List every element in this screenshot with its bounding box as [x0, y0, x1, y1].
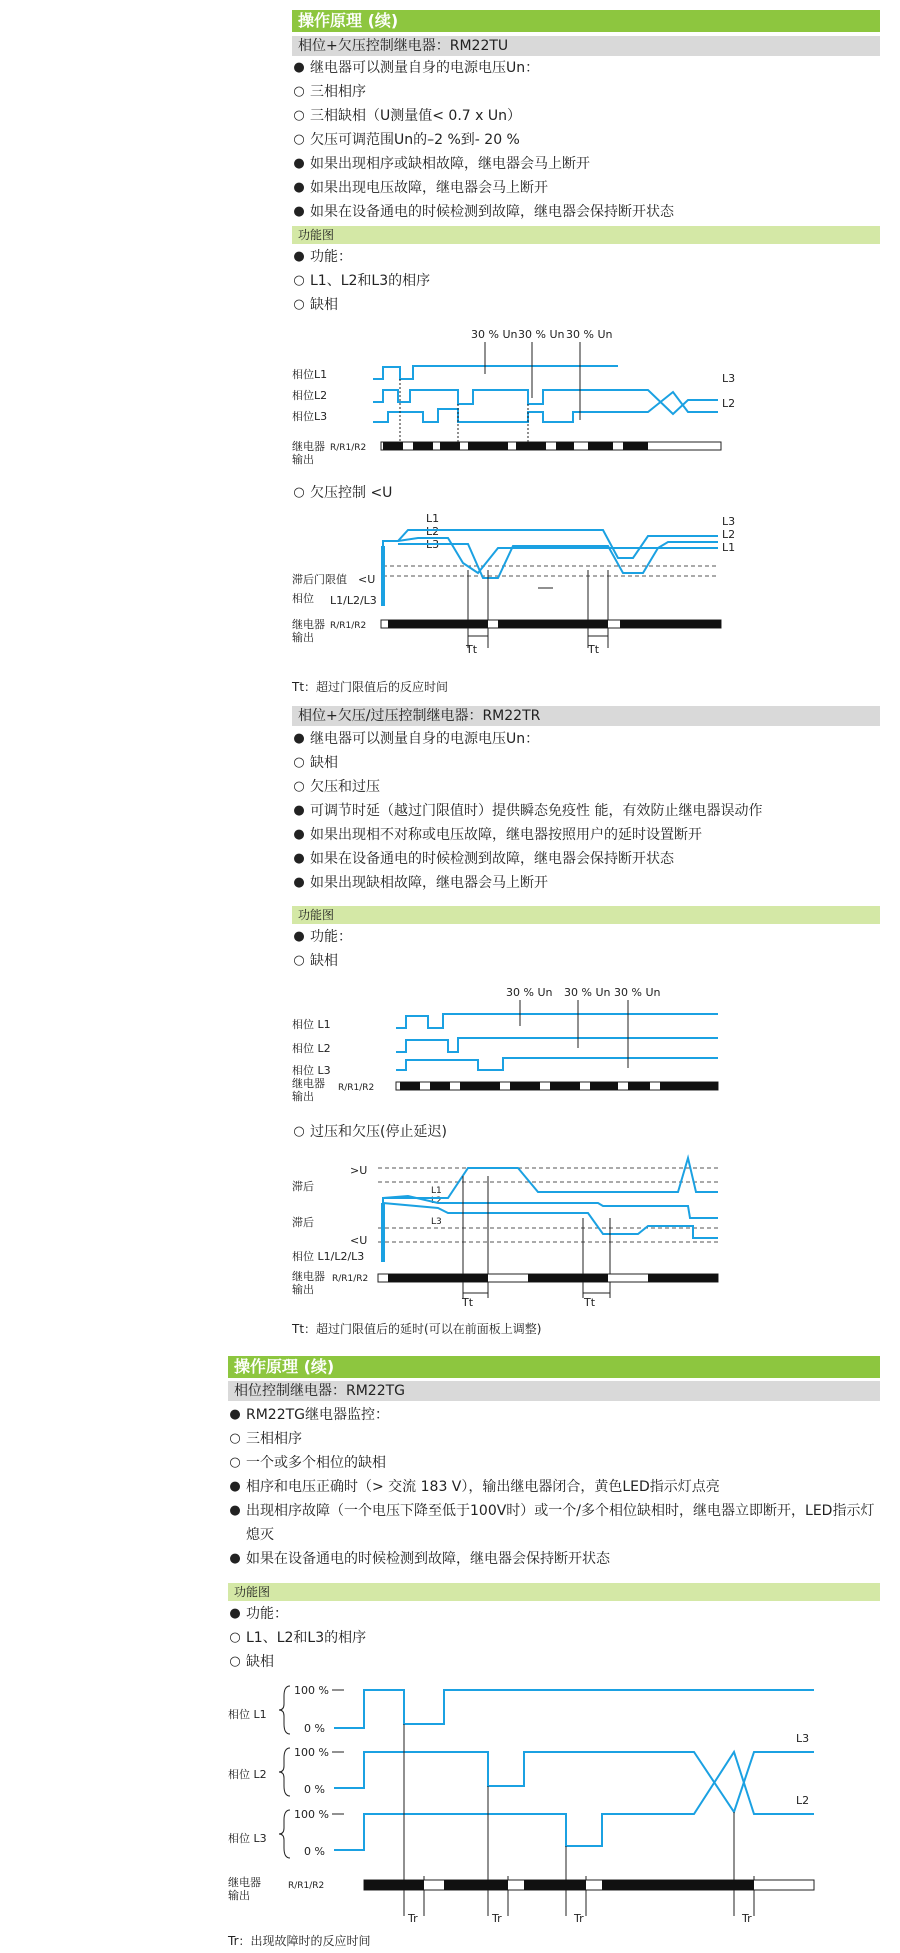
right-l1-label: L1	[722, 541, 736, 554]
hysteresis-label-1: 滞后	[292, 1180, 314, 1193]
list-item	[292, 847, 762, 871]
pct100-label-2: 100 %	[294, 1746, 329, 1759]
undervoltage-heading	[292, 481, 392, 505]
section1-list	[292, 56, 674, 224]
list-item-text: 相序和电压正确时（> 交流 183 V），输出继电器闭合，黄色LED指示灯点亮	[246, 1479, 720, 1495]
bullet-circle-icon: ○	[293, 297, 305, 312]
list-item-text: 如果出现相序或缺相故障，继电器会马上断开	[310, 156, 590, 172]
threshold-label: 滞后门限值	[292, 573, 347, 586]
list-item	[292, 949, 352, 973]
tt-label-1: Tt	[462, 1296, 474, 1308]
pct-label-2: 30 % Un	[564, 986, 611, 999]
right-l2-label: L2	[722, 397, 736, 410]
list-item-text: 缺相	[310, 953, 338, 969]
list-item	[228, 1547, 878, 1571]
top-l3-label: L3	[426, 538, 440, 551]
list-item	[292, 104, 674, 128]
list-item-text: L1、L2和L3的相序	[310, 273, 431, 289]
bullet-filled-icon: ●	[293, 851, 305, 866]
waveform-l1	[396, 1014, 718, 1028]
tr-label-4: Tr	[742, 1912, 752, 1925]
list-item	[228, 1602, 366, 1626]
phase-l2-label: 相位 L2	[292, 1042, 331, 1055]
bullet-circle-icon: ○	[229, 1431, 241, 1446]
list-item	[292, 1120, 447, 1144]
bullet-filled-icon: ●	[293, 60, 305, 75]
list-item-text: 如果在设备通电的时候检测到故障，继电器会保持断开状态	[246, 1551, 610, 1567]
phase-l2-label: 相位L2	[292, 389, 328, 402]
phase-l3-label: 相位 L3	[228, 1832, 267, 1845]
list-item-text: 缺相	[246, 1654, 274, 1670]
bullet-circle-icon: ○	[293, 84, 305, 99]
section2-note: Tt：超过门限值后的延时(可以在前面板上调整)	[292, 1322, 542, 1336]
section1-func-label: 功能图	[292, 226, 880, 244]
bullet-circle-icon: ○	[293, 755, 305, 770]
phase-l1-label: 相位 L1	[292, 1018, 331, 1031]
bullet-circle-icon: ○	[293, 273, 305, 288]
list-item-text: 过压和欠压(停止延迟)	[310, 1124, 447, 1140]
phase-l1l2l3-label: L1/L2/L3	[330, 594, 377, 607]
section1-func-list	[292, 245, 430, 317]
rr-label: R/R1/R2	[330, 443, 367, 453]
pct-label-1: 30 % Un	[506, 986, 553, 999]
rr-label: R/R1/R2	[332, 1274, 369, 1284]
bullet-filled-icon: ●	[293, 731, 305, 746]
list-item	[292, 481, 392, 505]
list-item-text: 继电器可以测量自身的电源电压Un：	[310, 731, 540, 747]
phase-label: 相位	[292, 592, 314, 605]
list-item-text: 三相缺相（U测量值< 0.7 x Un）	[310, 108, 521, 124]
list-item-text: 如果出现缺相故障，继电器会马上断开	[310, 875, 548, 891]
list-item	[228, 1475, 878, 1499]
top-l2-label: L2	[426, 525, 440, 538]
pct100-label-3: 100 %	[294, 1808, 329, 1821]
l3-label: L3	[431, 1217, 442, 1227]
bullet-circle-icon: ○	[293, 779, 305, 794]
relay-label: 继电器	[292, 1270, 325, 1283]
section2-subtitle: 相位+欠压/过压控制继电器：RM22TR	[292, 706, 880, 726]
waveform-l2	[373, 390, 718, 414]
list-item-text: 缺相	[310, 755, 338, 771]
top-l1-label: L1	[426, 512, 440, 525]
list-item	[292, 751, 762, 775]
right-l2-label: L2	[722, 528, 736, 541]
tr-label-3: Tr	[574, 1912, 584, 1925]
relay-label: 继电器	[292, 618, 325, 631]
section2-func-list	[292, 925, 352, 973]
bullet-filled-icon: ●	[293, 875, 305, 890]
output-label: 输出	[292, 453, 314, 466]
list-item-text: 可调节时延（越过门限值时）提供瞬态免疫性 能，有效防止继电器误动作	[310, 803, 763, 819]
phase-l3-label: 相位 L3	[292, 1064, 331, 1077]
tt-label-2: Tt	[588, 643, 600, 656]
relay-label: 继电器	[292, 440, 325, 453]
section3-note: Tr：出现故障时的反应时间	[228, 1934, 371, 1948]
tt-label-1: Tt	[466, 643, 478, 656]
output-label: 输出	[292, 631, 314, 644]
list-item-text: 继电器可以测量自身的电源电压Un：	[310, 60, 540, 76]
pct0-label-2: 0 %	[304, 1783, 325, 1796]
list-item	[292, 727, 762, 751]
bullet-circle-icon: ○	[293, 108, 305, 123]
rr-label: R/R1/R2	[338, 1083, 375, 1093]
list-item-text: 如果在设备通电的时候检测到故障，继电器会保持断开状态	[310, 851, 674, 867]
section2-func-label: 功能图	[292, 906, 880, 924]
bullet-circle-icon: ○	[293, 485, 305, 500]
phase-l1-label: 相位L1	[292, 368, 328, 381]
waveform-l1	[373, 366, 618, 379]
section3-func-label: 功能图	[228, 1583, 880, 1601]
output-label: 输出	[292, 1283, 314, 1296]
bullet-filled-icon: ●	[293, 249, 305, 264]
list-item	[228, 1403, 878, 1427]
pct-label-3: 30 % Un	[614, 986, 661, 999]
list-item	[292, 80, 674, 104]
right-l3-label: L3	[722, 372, 736, 385]
bullet-circle-icon: ○	[229, 1654, 241, 1669]
bullet-circle-icon: ○	[293, 132, 305, 147]
list-item	[292, 269, 430, 293]
list-item-text: L1、L2和L3的相序	[246, 1630, 367, 1646]
l1-label: L1	[431, 1186, 442, 1196]
section3-func-list	[228, 1602, 366, 1674]
hysteresis-label-2: 滞后	[292, 1216, 314, 1229]
relay-label: 继电器	[228, 1876, 261, 1889]
waveform-l2	[334, 1752, 814, 1812]
list-item	[228, 1427, 878, 1451]
output-label: 输出	[228, 1889, 250, 1902]
list-item-text: 三相相序	[310, 84, 366, 100]
bullet-filled-icon: ●	[229, 1479, 241, 1494]
bullet-filled-icon: ●	[229, 1503, 241, 1518]
bullet-circle-icon: ○	[229, 1455, 241, 1470]
right-l3-label: L3	[722, 515, 736, 528]
list-item	[292, 152, 674, 176]
list-item	[228, 1626, 366, 1650]
output-label: 输出	[292, 1090, 314, 1102]
under-u-label: <U	[350, 1234, 368, 1247]
list-item-text: RM22TG继电器监控：	[246, 1407, 390, 1423]
list-item-text: 功能：	[310, 249, 352, 265]
tt-label-2: Tt	[584, 1296, 596, 1308]
list-item	[292, 871, 762, 895]
pct-label-2: 30 % Un	[518, 328, 565, 341]
waveform-l3	[334, 1752, 814, 1850]
pct0-label-3: 0 %	[304, 1845, 325, 1858]
bullet-circle-icon: ○	[293, 953, 305, 968]
bullet-filled-icon: ●	[229, 1551, 241, 1566]
list-item	[228, 1451, 878, 1475]
list-item-text: 出现相序故障（一个电压下降至低于100V时）或一个/多个相位缺相时，继电器立即断开，LED指示灯熄灭	[246, 1503, 875, 1543]
bullet-filled-icon: ●	[293, 827, 305, 842]
section3-subtitle: 相位控制继电器：RM22TG	[228, 1381, 880, 1401]
pct100-label-1: 100 %	[294, 1684, 329, 1697]
list-item	[292, 775, 762, 799]
list-item	[292, 176, 674, 200]
under-u-label: <U	[358, 573, 376, 586]
list-item	[292, 925, 352, 949]
bullet-filled-icon: ●	[293, 180, 305, 195]
list-item	[292, 799, 762, 823]
phase-l1-label: 相位 L1	[228, 1708, 267, 1721]
waveform-l3	[398, 544, 718, 578]
list-item	[292, 128, 674, 152]
list-item-text: 功能：	[310, 929, 352, 945]
list-item-text: 功能：	[246, 1606, 288, 1622]
tr-label-1: Tr	[408, 1912, 418, 1925]
waveform-l3	[396, 1058, 718, 1070]
list-item-text: 欠压可调范围Un的–2 %到- 20 %	[310, 132, 520, 148]
list-item-text: 一个或多个相位的缺相	[246, 1455, 386, 1471]
section1-title: 操作原理 (续)	[292, 10, 880, 32]
list-item-text: 缺相	[310, 297, 338, 313]
diagram-over-under-voltage-rm22tr	[288, 1148, 748, 1308]
list-item	[228, 1650, 366, 1674]
right-l3-label: L3	[796, 1732, 810, 1745]
rr-label: R/R1/R2	[288, 1881, 325, 1891]
diagram-phase-sequence-rm22tg	[224, 1676, 824, 1926]
section1-subtitle: 相位+欠压控制继电器：RM22TU	[292, 36, 880, 56]
waveform-l1	[383, 1158, 718, 1262]
list-item	[292, 293, 430, 317]
bullet-circle-icon: ○	[293, 1124, 305, 1139]
list-item-text: 如果出现相不对称或电压故障，继电器按照用户的延时设置断开	[310, 827, 702, 843]
section1-note: Tt：超过门限值后的反应时间	[292, 680, 449, 694]
phase-l2-label: 相位 L2	[228, 1768, 267, 1781]
pct-label-1: 30 % Un	[471, 328, 518, 341]
relay-label: 继电器	[292, 1077, 325, 1090]
right-l2-label: L2	[796, 1794, 810, 1807]
diagram-undervoltage-rm22tu	[288, 508, 748, 658]
phase-label: 相位 L1/L2/L3	[292, 1250, 365, 1263]
l2-label: L2	[431, 1196, 442, 1206]
list-item	[228, 1499, 878, 1547]
bullet-circle-icon: ○	[229, 1630, 241, 1645]
rr-label: R/R1/R2	[330, 621, 367, 631]
bullet-filled-icon: ●	[293, 929, 305, 944]
pct0-label-1: 0 %	[304, 1722, 325, 1735]
list-item-text: 如果出现电压故障，继电器会马上断开	[310, 180, 548, 196]
bullet-filled-icon: ●	[293, 156, 305, 171]
section3-title: 操作原理 (续)	[228, 1356, 880, 1378]
over-u-label: >U	[350, 1164, 368, 1177]
waveform-l1	[334, 1690, 814, 1728]
section3-list	[228, 1403, 878, 1571]
section2-list	[292, 727, 762, 895]
bullet-filled-icon: ●	[293, 204, 305, 219]
list-item-text: 欠压和过压	[310, 779, 380, 795]
list-item-text: 如果在设备通电的时候检测到故障，继电器会保持断开状态	[310, 204, 674, 220]
pct-label-3: 30 % Un	[566, 328, 613, 341]
list-item	[292, 56, 674, 80]
diagram-phase-sequence-rm22tu	[288, 322, 748, 472]
list-item-text: 三相相序	[246, 1431, 302, 1447]
tr-label-2: Tr	[492, 1912, 502, 1925]
list-item	[292, 823, 762, 847]
bullet-filled-icon: ●	[293, 803, 305, 818]
list-item	[292, 200, 674, 224]
waveform-l2	[396, 1038, 718, 1052]
bullet-filled-icon: ●	[229, 1606, 241, 1621]
list-item-text: 欠压控制 <U	[310, 485, 393, 501]
phase-l3-label: 相位L3	[292, 410, 328, 423]
list-item	[292, 245, 430, 269]
overvoltage-heading	[292, 1120, 447, 1144]
diagram-phase-loss-rm22tr	[288, 982, 748, 1102]
bullet-filled-icon: ●	[229, 1407, 241, 1422]
